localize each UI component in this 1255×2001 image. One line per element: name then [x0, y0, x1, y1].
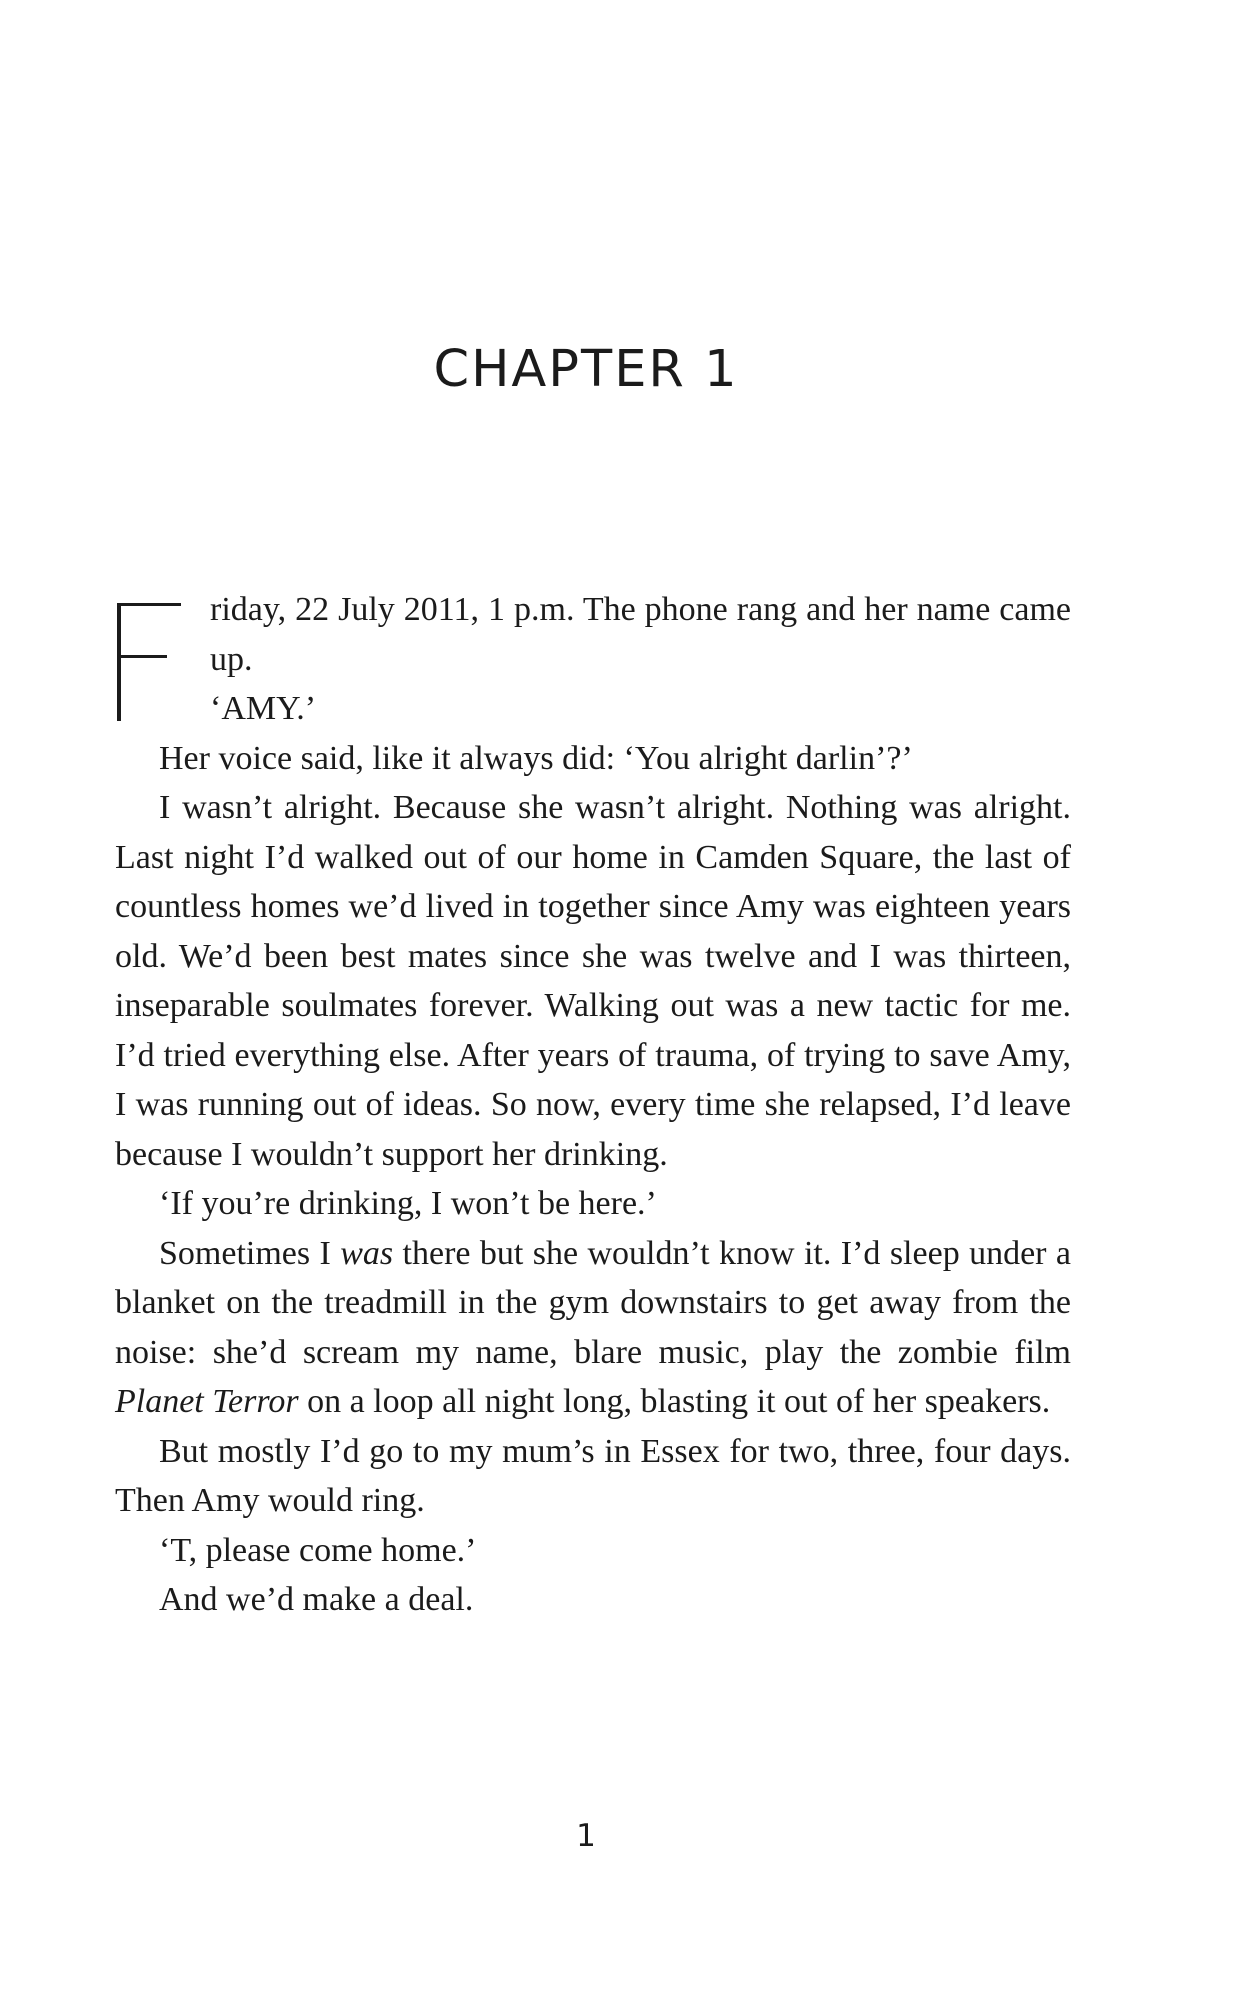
drop-cap-f-glyph: [117, 603, 187, 723]
chapter-body: [115, 585, 1071, 1625]
amy-line: ‘AMY.’: [210, 690, 317, 727]
opening-first-line: riday, 22 July 2011, 1 p.m. The phone rang and her name came up.: [210, 591, 1071, 678]
sometimes-after: on a loop all night long, blasting it out of her speakers.: [298, 1383, 1051, 1420]
opening-paragraph: [115, 585, 1071, 734]
film-title: Planet Terror: [115, 1383, 299, 1420]
sometimes-before: Sometimes I: [159, 1234, 341, 1272]
paragraph-voice: Her voice said, like it always did: ‘You alright darlin’?’: [159, 739, 913, 777]
paragraph-if-drinking: ‘If you’re drinking, I won’t be here.’: [159, 1185, 657, 1222]
paragraph-mostly: But mostly I’d go to my mum’s in Essex for two, three, four days. Then Amy would ring.: [115, 1432, 1071, 1519]
drop-cap: [115, 603, 195, 728]
sometimes-emphasis: was: [340, 1234, 394, 1272]
paragraph-deal: And we’d make a deal.: [159, 1581, 474, 1618]
paragraph-come-home: ‘T, please come home.’: [159, 1531, 477, 1569]
drop-cap-letter: [115, 603, 116, 604]
chapter-title: CHAPTER 1: [433, 340, 739, 399]
page-number: 1: [576, 1818, 596, 1854]
paragraph-sometimes: [115, 1229, 1071, 1427]
sometimes-middle: there but she wouldn’t know it. I’d sleep under a blanket on the treadmill in the gym downstairs to get away from the noise: she’d scream my name, blare music, play the zombie film: [115, 1234, 1071, 1371]
paragraph-alright: I wasn’t alright. Because she wasn’t alright. Nothing was alright. Last night I’d walked out of our home in Camden Square, the last of countless homes we’d lived in together since Amy was eighteen years old. We’d been best mates since she was twelve and I was thirteen, inseparable soulmates forever. Walking out was a new tactic for me. I’d tried everything else. After years of trauma, of trying to save Amy, I was running out of ideas. So now, every time she relapsed, I’d leave because I wouldn’t support her drinking.: [115, 789, 1071, 1173]
